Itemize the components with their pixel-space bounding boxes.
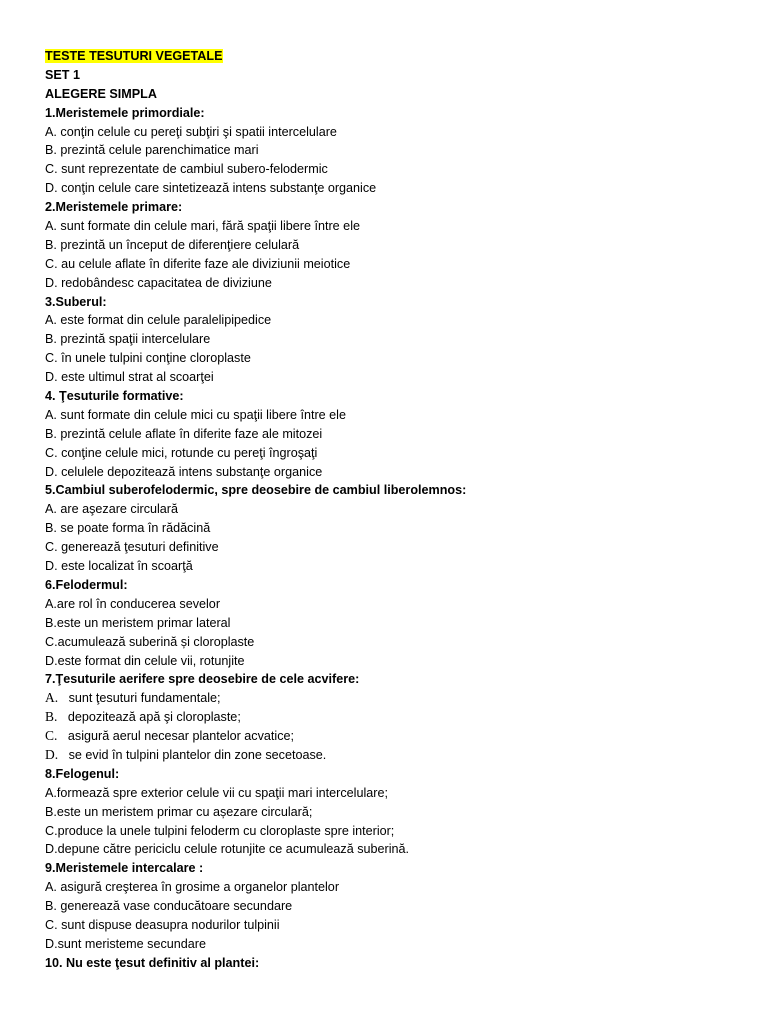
q5-option-a: A. are aşezare circulară [45, 502, 178, 517]
q7-option-c-letter: C. [45, 728, 58, 744]
q9-option-a: A. asigură creşterea în grosime a organelor plantelor [45, 880, 340, 895]
question-2: 2.Meristemele primare: [45, 200, 183, 215]
section-label: ALEGERE SIMPLA [45, 86, 157, 101]
q1-option-a: A. conţin celule cu pereţi subţiri şi spatii intercelulare [45, 124, 337, 139]
q7-option-a [45, 689, 745, 708]
q7-option-c-text: asigură aerul necesar plantelor acvatice; [67, 729, 295, 744]
question-10: 10. Nu este ţesut definitiv al plantei: [45, 955, 260, 970]
q2-option-a: A. sunt formate din celule mari, fără spaţii libere între ele [45, 219, 360, 234]
q7-option-d-letter: D. [45, 746, 59, 762]
q3-option-b: B. prezintă spaţii intercelulare [45, 332, 211, 347]
set-label: SET 1 [45, 67, 80, 82]
q3-option-d: D. este ultimul strat al scoarţei [45, 370, 214, 385]
document-page [45, 47, 745, 973]
q6-option-a: A.are rol în conducerea sevelor [45, 596, 221, 611]
q2-option-b: B. prezintă un început de diferenţiere celulară [45, 237, 300, 252]
q1-option-b: B. prezintă celule parenchimatice mari [45, 143, 259, 158]
q7-option-a-letter: A. [45, 690, 59, 706]
q6-option-b: B.este un meristem primar lateral [45, 615, 231, 630]
q8-option-a: A.formează spre exterior celule vii cu spaţii mari intercelulare; [45, 785, 388, 800]
title-line [45, 47, 745, 66]
q8-option-d: D.depune către periciclu celule rotunjite ce acumulează suberină. [45, 842, 410, 857]
q9-option-d: D.sunt meristeme secundare [45, 936, 206, 951]
q2-option-d: D. redobândesc capacitatea de diviziune [45, 275, 272, 290]
q7-option-c [45, 727, 745, 746]
q6-option-c: C.acumulează suberină și cloroplaste [45, 634, 255, 649]
question-6: 6.Felodermul: [45, 577, 128, 592]
q4-option-a: A. sunt formate din celule mici cu spaţii libere între ele [45, 407, 346, 422]
q5-option-d: D. este localizat în scoarţă [45, 559, 193, 574]
question-5: 5.Cambiul suberofelodermic, spre deosebire de cambiul liberolemnos: [45, 483, 467, 498]
q4-option-b: B. prezintă celule aflate în diferite faze ale mitozei [45, 426, 323, 441]
q8-option-c: C.produce la unele tulpini feloderm cu cloroplaste spre interior; [45, 823, 395, 838]
q5-option-b: B. se poate forma în rădăcină [45, 521, 211, 536]
question-9: 9.Meristemele intercalare : [45, 861, 204, 876]
q7-option-d [45, 746, 745, 765]
q6-option-d: D.este format din celule vii, rotunjite [45, 653, 245, 668]
q4-option-d: D. celulele depozitează intens substanţe organice [45, 464, 323, 479]
q1-option-d: D. conţin celule care sintetizează intens substanţe organice [45, 181, 377, 196]
question-8: 8.Felogenul: [45, 766, 120, 781]
q5-option-c: C. generează ţesuturi definitive [45, 540, 219, 555]
question-4: 4. Ţesuturile formative: [45, 389, 184, 404]
q7-option-b-letter: B. [45, 709, 58, 725]
q7-option-b-text: depozitează apă şi cloroplaste; [67, 710, 241, 725]
document-title: TESTE TESUTURI VEGETALE [45, 49, 223, 63]
q9-option-b: B. generează vase conducătoare secundare [45, 899, 293, 914]
q3-option-c: C. în unele tulpini conţine cloroplaste [45, 351, 251, 366]
q4-option-c: C. conţine celule mici, rotunde cu pereţi îngroşaţi [45, 445, 318, 460]
q7-option-a-text: sunt ţesuturi fundamentale; [68, 691, 221, 706]
question-7: 7.Ţesuturile aerifere spre deosebire de cele acvifere: [45, 672, 360, 687]
question-1: 1.Meristemele primordiale: [45, 105, 205, 120]
q2-option-c: C. au celule aflate în diferite faze ale diviziunii meiotice [45, 256, 351, 271]
q3-option-a: A. este format din celule paralelipipedice [45, 313, 272, 328]
q7-option-d-text: se evid în tulpini plantelor din zone secetoase. [68, 747, 327, 762]
q9-option-c: C. sunt dispuse deasupra nodurilor tulpinii [45, 917, 280, 932]
q8-option-b: B.este un meristem primar cu așezare circulară; [45, 804, 313, 819]
question-3: 3.Suberul: [45, 294, 107, 309]
q7-option-b [45, 708, 745, 727]
q1-option-c: C. sunt reprezentate de cambiul subero-felodermic [45, 162, 328, 177]
